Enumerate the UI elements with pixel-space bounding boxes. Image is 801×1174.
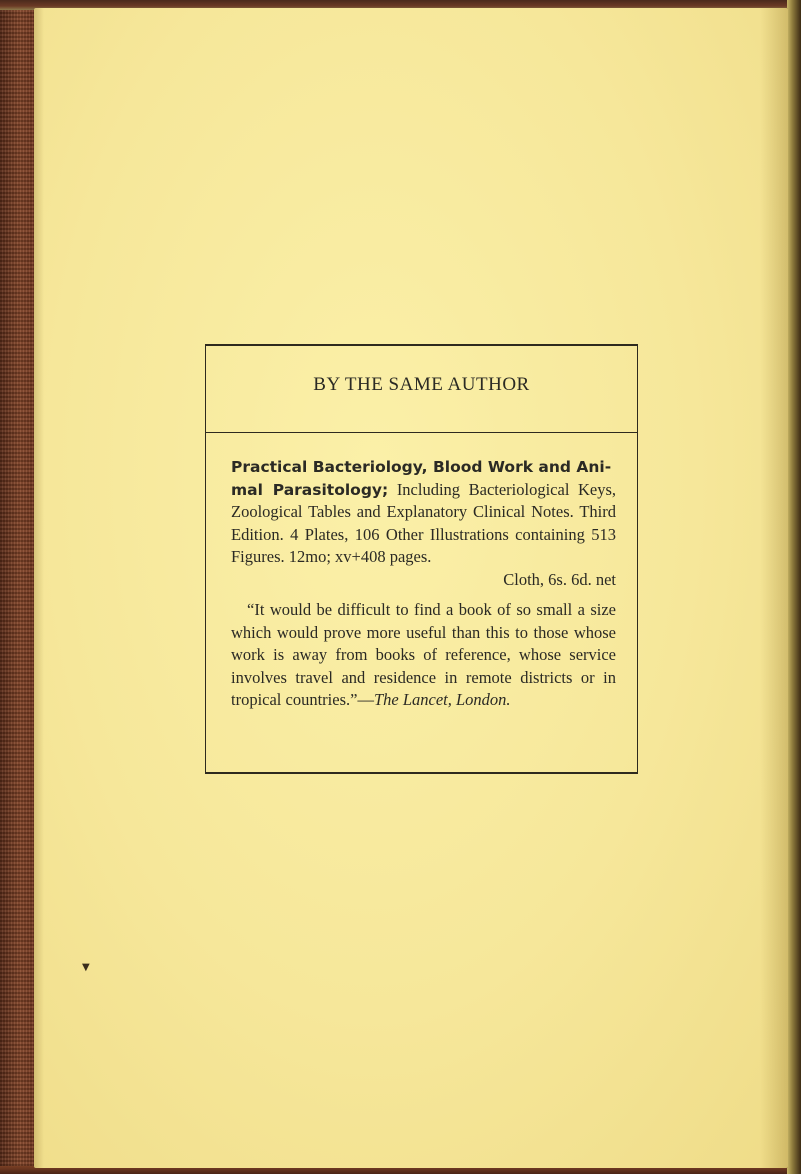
book-price: Cloth, 6s. 6d. net — [503, 569, 616, 589]
page-shadow-right — [760, 8, 788, 1168]
book-description: Including Bacteriological Keys, Zoological Tables and Explanatory Clinical Notes. Third Edition. 4 Plates, 106 Other Illustrations containing 513 Figures. 12mo; xv+408 pages. — [231, 479, 617, 566]
review-source: The Lancet, London. — [373, 690, 511, 709]
ad-heading: BY THE SAME AUTHOR — [313, 374, 530, 395]
ad-body — [231, 456, 616, 712]
ink-speck-mark: ▼ — [82, 962, 90, 973]
advertisement-box — [205, 344, 638, 774]
book-title-line1: Practical Bacteriology, Blood Work and Ani- — [231, 458, 612, 476]
review-text: “It would be difficult to find a book of so small a size which would prove more useful than this to those whose work is away from books of reference, whose service involves travel and residence in remote districts or in tropical countries.”— — [231, 600, 616, 709]
book-title-line2: mal Parasitology; — [231, 480, 389, 499]
review-quote — [231, 599, 616, 712]
page-shadow-left — [34, 8, 44, 1168]
book-binding-right — [787, 0, 801, 1174]
book-binding-left — [0, 0, 36, 1174]
book-entry — [231, 456, 616, 569]
ad-divider — [206, 432, 637, 433]
